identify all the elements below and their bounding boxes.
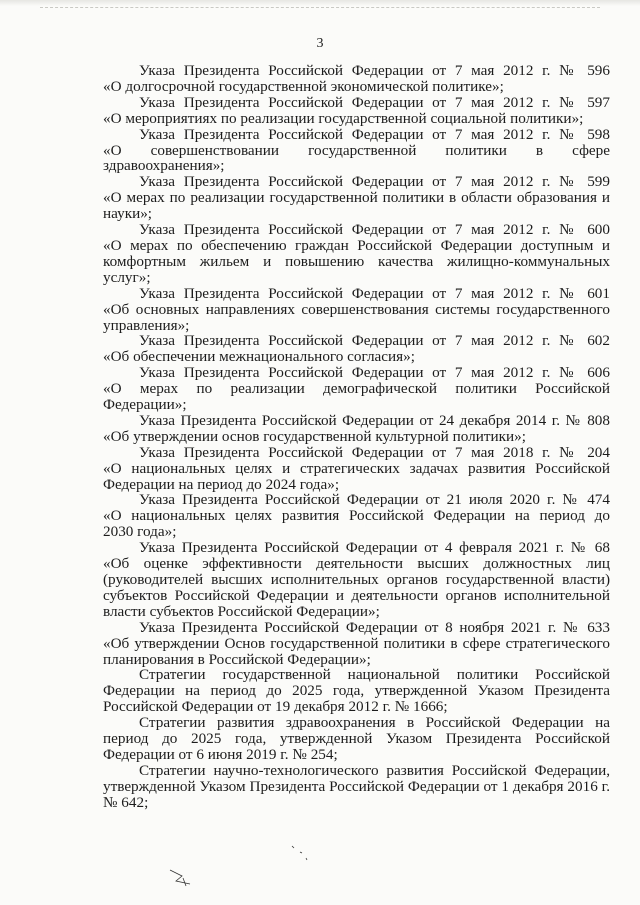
document-paragraph bbox=[103, 127, 610, 175]
document-body bbox=[103, 63, 610, 811]
paragraph-line: науки»; bbox=[103, 205, 153, 223]
document-paragraph bbox=[103, 413, 610, 445]
paragraph-line: Федерации от 6 июня 2019 г. № 254; bbox=[103, 745, 338, 763]
paragraph-line: «Об утверждении основ государственной культурной политики»; bbox=[103, 427, 526, 445]
paragraph-line: «О долгосрочной государственной экономической политике»; bbox=[103, 77, 504, 95]
document-paragraph bbox=[103, 540, 610, 620]
paragraph-line: «О мерах по реализации государственной политики в области образования и bbox=[103, 189, 610, 207]
paragraph-line: Указа Президента Российской Федерации от 7 мая 2012 г. № 600 bbox=[139, 221, 610, 239]
paragraph-line: Указа Президента Российской Федерации от 7 мая 2018 г. № 204 bbox=[139, 443, 610, 461]
document-paragraph bbox=[103, 174, 610, 222]
paragraph-line: «О совершенствовании государственной политики в сфере bbox=[103, 141, 610, 159]
paragraph-line: Федерации на период до 2024 года»; bbox=[103, 475, 340, 493]
paragraph-line: Указа Президента Российской Федерации от 7 мая 2012 г. № 601 bbox=[139, 284, 610, 302]
paragraph-line: Указа Президента Российской Федерации от 7 мая 2012 г. № 597 bbox=[139, 93, 610, 111]
paragraph-line: управления»; bbox=[103, 316, 190, 334]
paragraph-line: Указа Президента Российской Федерации от 4 февраля 2021 г. № 68 bbox=[139, 539, 610, 557]
paragraph-line: «О национальных целях развития Российской Федерации на период до bbox=[103, 507, 610, 525]
paragraph-line: здравоохранения»; bbox=[103, 157, 225, 175]
paragraph-line: власти субъектов Российской Федерации»; bbox=[103, 602, 380, 620]
paragraph-line: планирования в Российской Федерации»; bbox=[103, 650, 371, 668]
paragraph-line: Указа Президента Российской Федерации от 7 мая 2012 г. № 599 bbox=[139, 173, 610, 191]
document-paragraph bbox=[103, 715, 610, 763]
paragraph-line: № 642; bbox=[103, 793, 149, 811]
paragraph-line: 2030 года»; bbox=[103, 523, 177, 541]
paragraph-line: Указа Президента Российской Федерации от 21 июля 2020 г. № 474 bbox=[139, 491, 610, 509]
page-number: 3 bbox=[316, 36, 324, 51]
paragraph-line: (руководителей высших исполнительных органов государственной власти) bbox=[103, 571, 610, 588]
scan-artifact-line bbox=[40, 7, 600, 9]
paragraph-line: «О мерах по реализации демографической политики Российской bbox=[103, 380, 610, 398]
paragraph-line: Указа Президента Российской Федерации от 7 мая 2012 г. № 606 bbox=[139, 364, 610, 382]
paragraph-line: «О национальных целях и стратегических задачах развития Российской bbox=[103, 459, 610, 477]
document-paragraph bbox=[103, 763, 610, 811]
paragraph-line: «Об обеспечении межнационального согласия»; bbox=[103, 348, 415, 366]
paragraph-line: Указа Президента Российской Федерации от 7 мая 2012 г. № 596 bbox=[139, 62, 610, 79]
paragraph-line: Стратегии развития здравоохранения в Российской Федерации на bbox=[139, 714, 610, 732]
paragraph-line: Федерации на период до 2025 года, утвержденной Указом Президента bbox=[103, 682, 610, 700]
paragraph-line: Указа Президента Российской Федерации от 7 мая 2012 г. № 602 bbox=[139, 332, 610, 350]
paragraph-line: «О мерах по обеспечению граждан Российской Федерации доступным и bbox=[103, 236, 610, 254]
scan-top-edge bbox=[0, 0, 640, 6]
document-paragraph bbox=[103, 333, 610, 365]
document-paragraph bbox=[103, 620, 610, 668]
document-paragraph bbox=[103, 95, 610, 127]
paragraph-line: Стратегии государственной национальной политики Российской bbox=[139, 666, 610, 684]
document-paragraph bbox=[103, 667, 610, 715]
document-paragraph bbox=[103, 286, 610, 334]
paragraph-line: Стратегии научно-технологического развития Российской Федерации, bbox=[139, 761, 610, 779]
paragraph-line: «О мероприятиях по реализации государственной социальной политики»; bbox=[103, 109, 584, 127]
paragraph-line: «Об утверждении Основ государственной политики в сфере стратегического bbox=[103, 634, 610, 652]
document-paragraph bbox=[103, 222, 610, 286]
paragraph-line: период до 2025 года, утвержденной Указом Президента Российской bbox=[103, 730, 610, 748]
paragraph-line: Указа Президента Российской Федерации от 24 декабря 2014 г. № 808 bbox=[139, 411, 610, 429]
document-paragraph bbox=[103, 365, 610, 413]
paragraph-line: Указа Президента Российской Федерации от 7 мая 2012 г. № 598 bbox=[139, 125, 610, 143]
paragraph-line: утвержденной Указом Президента Российской Федерации от 1 декабря 2016 г. bbox=[103, 777, 610, 795]
paragraph-line: комфортным жильем и повышению качества жилищно-коммунальных bbox=[103, 252, 610, 270]
document-paragraph bbox=[103, 63, 610, 95]
paragraph-line: «Об основных направлениях совершенствования системы государственного bbox=[103, 300, 610, 318]
document-paragraph bbox=[103, 445, 610, 493]
paragraph-line: субъектов Российской Федерации и деятельности органов исполнительной bbox=[103, 586, 610, 604]
paragraph-line: Федерации»; bbox=[103, 396, 187, 414]
paragraph-line: Указа Президента Российской Федерации от 8 ноября 2021 г. № 633 bbox=[139, 618, 610, 636]
stray-pen-mark bbox=[170, 846, 307, 886]
document-paragraph bbox=[103, 492, 610, 540]
paragraph-line: «Об оценке эффективности деятельности высших должностных лиц bbox=[103, 555, 610, 573]
paragraph-line: услуг»; bbox=[103, 268, 151, 286]
paragraph-line: Российской Федерации от 19 декабря 2012 г. № 1666; bbox=[103, 698, 448, 716]
